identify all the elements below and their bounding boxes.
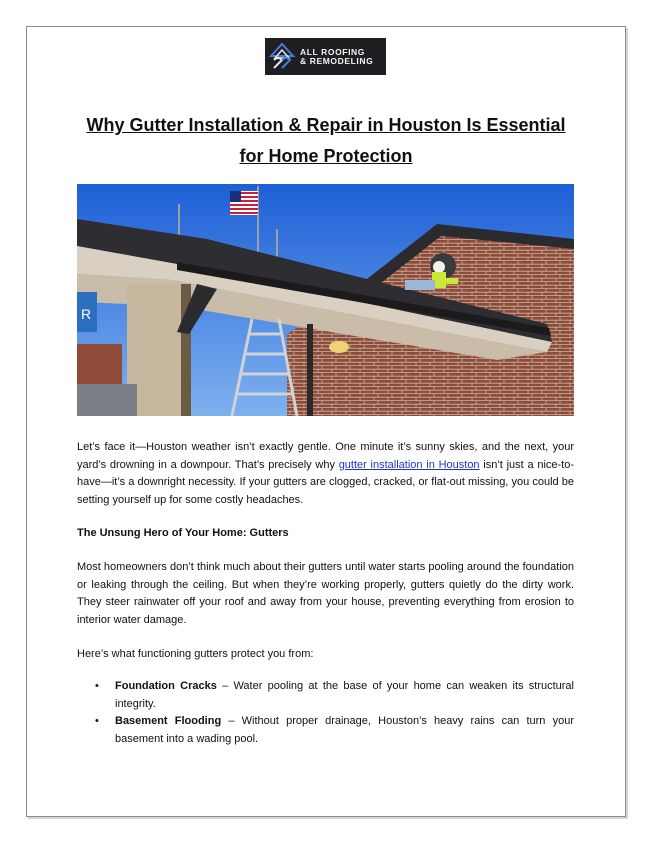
page-title: Why Gutter Installation & Repair in Houston Is Essential for Home Protection	[86, 115, 566, 166]
bullet-title: Basement Flooding	[115, 715, 222, 728]
bullet-text: – Without proper drainage, Houston’s heavy rains can turn your basement into a wading pool.	[115, 715, 575, 745]
gutter-installation-link[interactable]: gutter installation in Houston	[338, 458, 480, 471]
logo-mark-icon	[265, 38, 299, 75]
list-item	[77, 678, 574, 713]
bullet-icon: •	[95, 715, 99, 728]
bullet-text: – Water pooling at the base of your home can weaken its structural integrity.	[115, 680, 574, 710]
list-item	[77, 713, 574, 748]
svg-text:R: R	[81, 306, 92, 322]
logo-line-1: ALL ROOFING	[300, 46, 365, 57]
section-subheading: The Unsung Hero of Your Home: Gutters	[77, 527, 289, 539]
logo-text	[300, 48, 373, 66]
paragraph-3: Here’s what functioning gutters protect you from:	[77, 648, 314, 660]
bullet-icon: •	[95, 680, 99, 692]
hero-image	[77, 184, 574, 416]
intro-text-after: isn’t just a nice-to-have—it’s a downright necessity. If your gutters are clogged, cracked, or flat-out missing, you could be setting yourself up for some costly headaches.	[77, 458, 575, 506]
logo-line-2: & REMODELING	[300, 55, 374, 66]
bullet-title: Foundation Cracks	[115, 680, 217, 692]
flag-icon	[230, 191, 258, 215]
intro-text-before: Let’s face it—Houston weather isn’t exactly gentle. One minute it’s sunny skies, and the next, your yard’s drowning in a downpour. That’s precisely why	[77, 441, 574, 471]
company-logo	[265, 38, 386, 75]
protection-list	[77, 678, 574, 748]
intro-paragraph	[77, 439, 574, 509]
paragraph-2: Most homeowners don’t think much about their gutters until water starts pooling around the foundation or leaking through the ceiling. But when they’re working properly, gutters quietly do the dirty work. They steer rainwater off your roof and away from your house, preventing everything from erosion to interior water damage.	[77, 561, 574, 626]
